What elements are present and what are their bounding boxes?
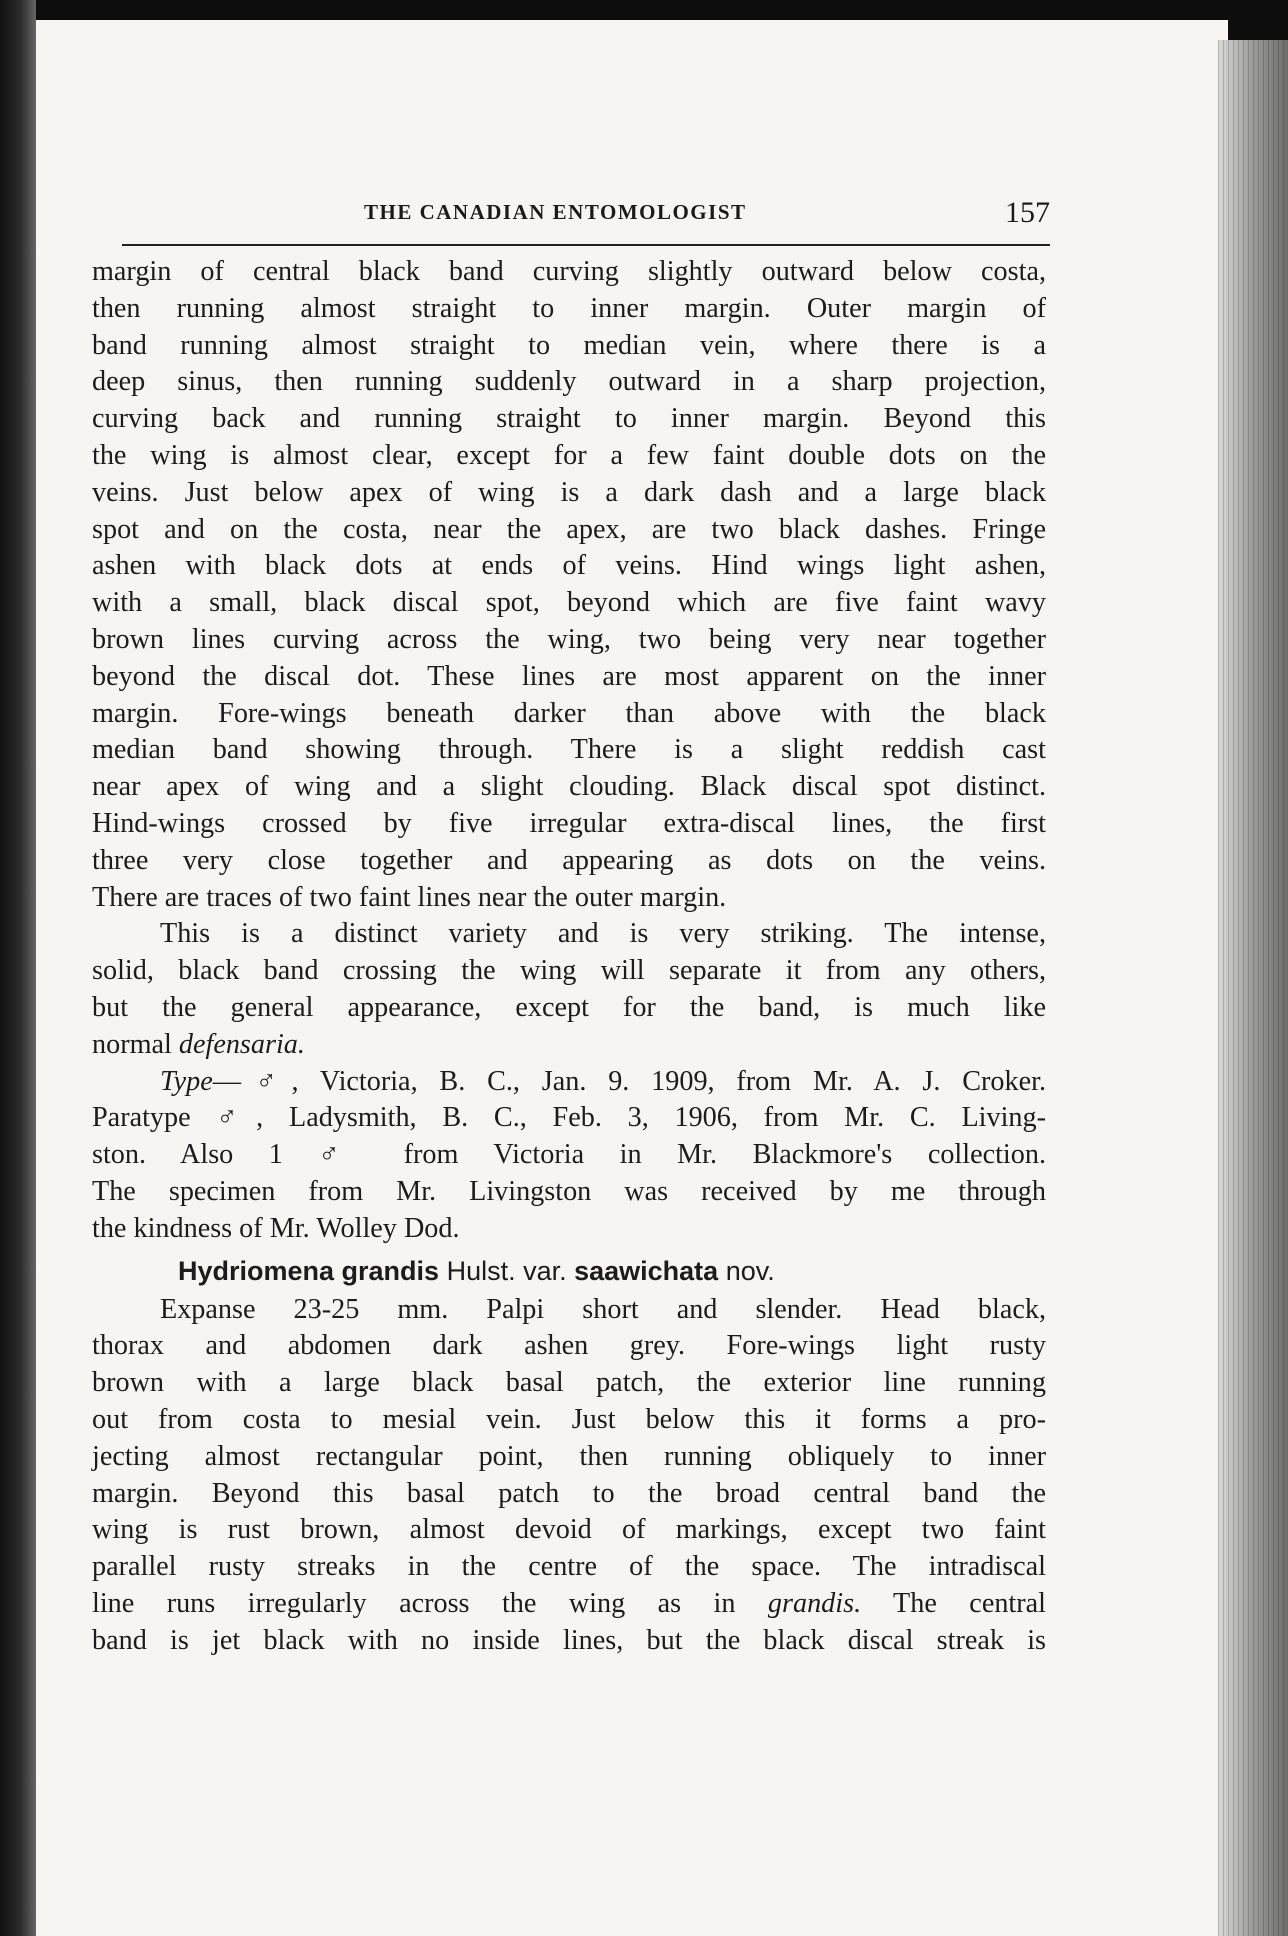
text-line: margin. Beyond this basal patch to the broad central band the [92, 1477, 1046, 1509]
paragraph-2 [92, 916, 1046, 1063]
text-line: near apex of wing and a slight clouding. Black discal spot distinct. [92, 771, 1046, 803]
text-line: brown with a large black basal patch, the exterior line running [92, 1367, 1046, 1399]
text-line: three very close together and appearing as dots on the veins. [92, 844, 1046, 876]
text-run: The central [861, 1587, 1046, 1619]
text-line: then running almost straight to inner margin. Outer margin of [92, 292, 1046, 324]
text-line: with a small, black discal spot, beyond which are five faint wavy [92, 587, 1046, 619]
text-line: out from costa to mesial vein. Just below this it forms a pro- [92, 1403, 1046, 1435]
text-line: the kindness of Mr. Wolley Dod. [92, 1212, 460, 1244]
book-gutter [0, 0, 36, 1936]
text-run: —♂, Victoria, B. C., Jan. 9. 1909, from Mr. A. J. Croker. [212, 1065, 1046, 1097]
running-title: THE CANADIAN ENTOMOLOGIST [364, 200, 747, 224]
page-stack-edge [1218, 40, 1288, 1936]
body-text [92, 254, 1046, 1659]
text-line: deep sinus, then running suddenly outward in a sharp projection, [92, 366, 1046, 398]
text-line: The specimen from Mr. Livingston was received by me through [92, 1175, 1046, 1207]
text-line: band running almost straight to median vein, where there is a [92, 329, 1046, 361]
text-line: This is a distinct variety and is very striking. The intense, [160, 918, 1046, 950]
running-header [122, 196, 1050, 240]
paragraph-4 [92, 1292, 1046, 1660]
paragraph-3 [92, 1064, 1046, 1248]
text-line: ston. Also 1 ♂ from Victoria in Mr. Blackmore's collection. [92, 1139, 1046, 1171]
text-line: ashen with black dots at ends of veins. Hind wings light ashen, [92, 550, 1046, 582]
type-label: Type [160, 1065, 213, 1097]
text-line: brown lines curving across the wing, two being very near together [92, 623, 1046, 655]
paragraph-1 [92, 254, 1046, 916]
text-line: wing is rust brown, almost devoid of markings, except two faint [92, 1514, 1046, 1546]
text-run: line runs irregularly across the wing as in [92, 1587, 768, 1619]
text-line: curving back and running straight to inner margin. Beyond this [92, 403, 1046, 435]
text-line [92, 1586, 1046, 1623]
text-line: beyond the discal dot. These lines are most apparent on the inner [92, 660, 1046, 692]
species-name-italic: defensaria. [178, 1028, 305, 1060]
text-line: thorax and abdomen dark ashen grey. Fore-wings light rusty [92, 1330, 1046, 1362]
header-rule [122, 244, 1050, 246]
page-number: 157 [1005, 196, 1050, 229]
text-line: Paratype ♂, Ladysmith, B. C., Feb. 3, 1906, from Mr. C. Living- [92, 1102, 1046, 1134]
text-line [92, 1027, 1046, 1064]
text-line: solid, black band crossing the wing will separate it from any others, [92, 955, 1046, 987]
species-heading [92, 1252, 1046, 1290]
species-name-italic: grandis. [767, 1587, 862, 1619]
text-line: the wing is almost clear, except for a few faint double dots on the [92, 439, 1046, 471]
text-line: jecting almost rectangular point, then running obliquely to inner [92, 1440, 1046, 1472]
text-line: veins. Just below apex of wing is a dark dash and a large black [92, 476, 1046, 508]
author-variety: Hulst. var. [439, 1255, 575, 1286]
genus-species: Hydriomena grandis [178, 1255, 440, 1286]
text-line: median band showing through. There is a slight reddish cast [92, 734, 1046, 766]
text-line: margin. Fore-wings beneath darker than above with the black [92, 697, 1046, 729]
text-line: parallel rusty streaks in the centre of the space. The intradiscal [92, 1551, 1046, 1583]
text-line: margin of central black band curving slightly outward below costa, [92, 256, 1046, 287]
text-line: Hind-wings crossed by five irregular extra-discal lines, the first [92, 807, 1046, 839]
text-line: Expanse 23-25 mm. Palpi short and slender. Head black, [160, 1293, 1046, 1325]
text-line: but the general appearance, except for the band, is much like [92, 991, 1046, 1023]
text-line: band is jet black with no inside lines, but the black discal streak is [92, 1624, 1046, 1656]
nomenclature-status: nov. [718, 1255, 775, 1286]
variety-name: saawichata [574, 1255, 719, 1286]
text-line: spot and on the costa, near the apex, are two black dashes. Fringe [92, 513, 1046, 545]
text-run: normal [92, 1028, 179, 1060]
text-line [92, 1064, 1046, 1101]
text-line: There are traces of two faint lines near the outer margin. [92, 881, 727, 913]
